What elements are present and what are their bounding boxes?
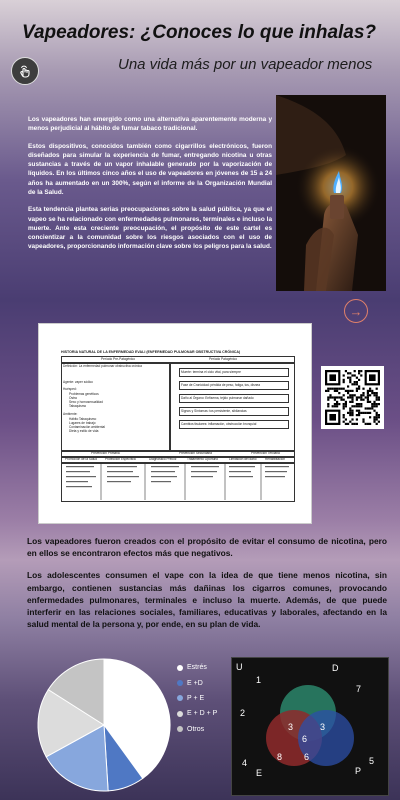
body-text bbox=[27, 535, 387, 640]
prevention-header: Prevención Terciaria bbox=[251, 451, 280, 455]
document-title: HISTORIA NATURAL DE LA ENFERMEDAD EVALI (ENFERMEDAD PULMONAR OBSTRUCTIVA CRÓNICA) bbox=[61, 350, 241, 354]
stage-text: Fase de Cronicidad: pérdida de peso, fatiga, tos, disnea bbox=[181, 383, 261, 387]
touch-hand-icon[interactable] bbox=[11, 57, 39, 85]
venn-number: 3 bbox=[320, 722, 326, 732]
legend-swatch bbox=[177, 680, 183, 686]
sub-header: Limitación del daño bbox=[229, 457, 257, 461]
venn-number: 4 bbox=[242, 758, 248, 768]
stage-text: Daño al Órgano: Enfisema, tejido pulmonar dañado bbox=[181, 396, 254, 400]
stage-text: Muerte: termina el ciclo vital, para siempre bbox=[181, 370, 241, 374]
sub-header: Promoción de la Salud bbox=[65, 457, 98, 461]
intro-text bbox=[28, 115, 272, 260]
venn-number: 3 bbox=[288, 722, 294, 732]
chart-legend bbox=[177, 660, 217, 737]
ambiente-label: Ambiente: bbox=[63, 412, 78, 416]
venn-number: 8 bbox=[277, 752, 283, 762]
venn-number: 6 bbox=[302, 734, 308, 744]
prevention-header: Prevención Secundaria bbox=[179, 451, 212, 455]
definition-text: Definición: La enfermedad pulmonar obstructiva crónica bbox=[63, 364, 142, 368]
venn-label-u: U bbox=[236, 662, 243, 672]
venn-number: 6 bbox=[304, 752, 310, 762]
legend-item bbox=[177, 675, 217, 690]
legend-label: Estrés bbox=[187, 664, 207, 672]
disease-history-table bbox=[38, 323, 312, 524]
agent-text: Agente: vaper sódico bbox=[63, 380, 93, 384]
legend-item bbox=[177, 706, 217, 721]
legend-item bbox=[177, 691, 217, 706]
sub-header: Diagnóstico Precoz bbox=[149, 457, 177, 461]
venn-number: 7 bbox=[356, 684, 362, 694]
intro-paragraph: Estos dispositivos, conocidos también como cigarrillos electrónicos, fueron diseñados para simular la experiencia de fumar, entregando nicotina u otras sustancias a través de un vapor inhalable generado por la vaporización de líquidos. En los últimos cinco años el uso de vapeadores en jóvenes de 15 a 24 años ha aumentado en un 300%, según el informe de la Organización Mundial de la Salud. bbox=[28, 142, 272, 196]
prevention-header: Prevención Primaria bbox=[91, 451, 120, 455]
legend-swatch bbox=[177, 711, 183, 717]
sub-header: Tratamiento Oportuno bbox=[187, 457, 219, 461]
list-item: Lugares de trabajo bbox=[69, 421, 96, 425]
legend-label: P + E bbox=[187, 694, 205, 702]
arrow-right-icon[interactable]: → bbox=[344, 299, 368, 323]
stage-text: Cambios tisulares: inflamación, obstrucción bronquial bbox=[181, 422, 257, 426]
col-right-header: Período Patogénico bbox=[209, 357, 237, 361]
huesped-label: Huésped: bbox=[63, 387, 77, 391]
pie-chart bbox=[34, 655, 174, 795]
list-item: Problemas genéticos bbox=[69, 392, 99, 396]
list-item: Dieta y estilo de vida bbox=[69, 429, 99, 433]
vaping-photo bbox=[276, 95, 386, 291]
page-title: Vapeadores: ¿Conoces lo que inhalas? bbox=[22, 22, 377, 43]
legend-swatch bbox=[177, 726, 183, 732]
legend-label: E + D + P bbox=[187, 710, 218, 718]
list-item: Hábito Tabaquismo bbox=[69, 417, 97, 421]
legend-label: E +D bbox=[187, 679, 203, 687]
venn-diagram bbox=[231, 657, 389, 796]
venn-label-d: D bbox=[332, 663, 339, 673]
venn-label-e: E bbox=[256, 768, 263, 778]
body-paragraph: Los vapeadores fueron creados con el propósito de evitar el consumo de nicotina, pero en ellos se encontraron efectos más que negativos. bbox=[27, 536, 387, 559]
venn-label-p: P bbox=[355, 766, 362, 776]
sub-header: Rehabilitación bbox=[265, 457, 286, 461]
col-left-header: Período Pre-Patogénico bbox=[101, 357, 136, 361]
intro-paragraph: Los vapeadores han emergido como una alternativa aparentemente moderna y menos perjudicial al hábito de fumar tabaco tradicional. bbox=[28, 116, 272, 133]
qr-code[interactable] bbox=[321, 366, 384, 429]
venn-number: 5 bbox=[369, 756, 375, 766]
legend-label: Otros bbox=[187, 725, 205, 733]
list-item: Contaminación ambiental bbox=[69, 425, 105, 429]
legend-item bbox=[177, 660, 217, 675]
intro-paragraph: Esta tendencia plantea serias preocupaciones sobre la salud pública, ya que el vapeo se ha relacionado con enfermedades pulmonares, terminales e incluso la muerte. Ante esta creciente preocupación, el propósito de este cartel es concientizar a la comunidad sobre los riesgos asociados con el uso de vapeadores, proporcionando información clave sobre los peligros para la salud. bbox=[28, 206, 272, 251]
venn-number: 2 bbox=[240, 708, 246, 718]
sub-header: Protección Específica bbox=[105, 457, 136, 461]
legend-swatch bbox=[177, 695, 183, 701]
list-item: Sexo y homosexualidad bbox=[69, 400, 103, 404]
page-subtitle: Una vida más por un vapeador menos bbox=[118, 56, 373, 73]
legend-item bbox=[177, 722, 217, 737]
body-paragraph: Los adolescentes consumen el vape con la idea de que tiene menos nicotina, sin embargo, contienen sustancias más dañinas los cigarros comunes, provocando enfermedades pulmonares, terminales e incluso la muerte. Además, de que puede interferir en las relaciones sociales, familiares, educativas y laborales, afectando en la salud mental de la persona y, por ende, en su plan de vida. bbox=[27, 570, 387, 630]
list-item: Ostra bbox=[69, 396, 77, 400]
list-item: Tabaquismo bbox=[69, 404, 87, 408]
venn-number: 1 bbox=[256, 675, 262, 685]
legend-swatch bbox=[177, 665, 183, 671]
stage-text: Signos y Síntomas: tos persistente, sibilancias bbox=[181, 409, 247, 413]
